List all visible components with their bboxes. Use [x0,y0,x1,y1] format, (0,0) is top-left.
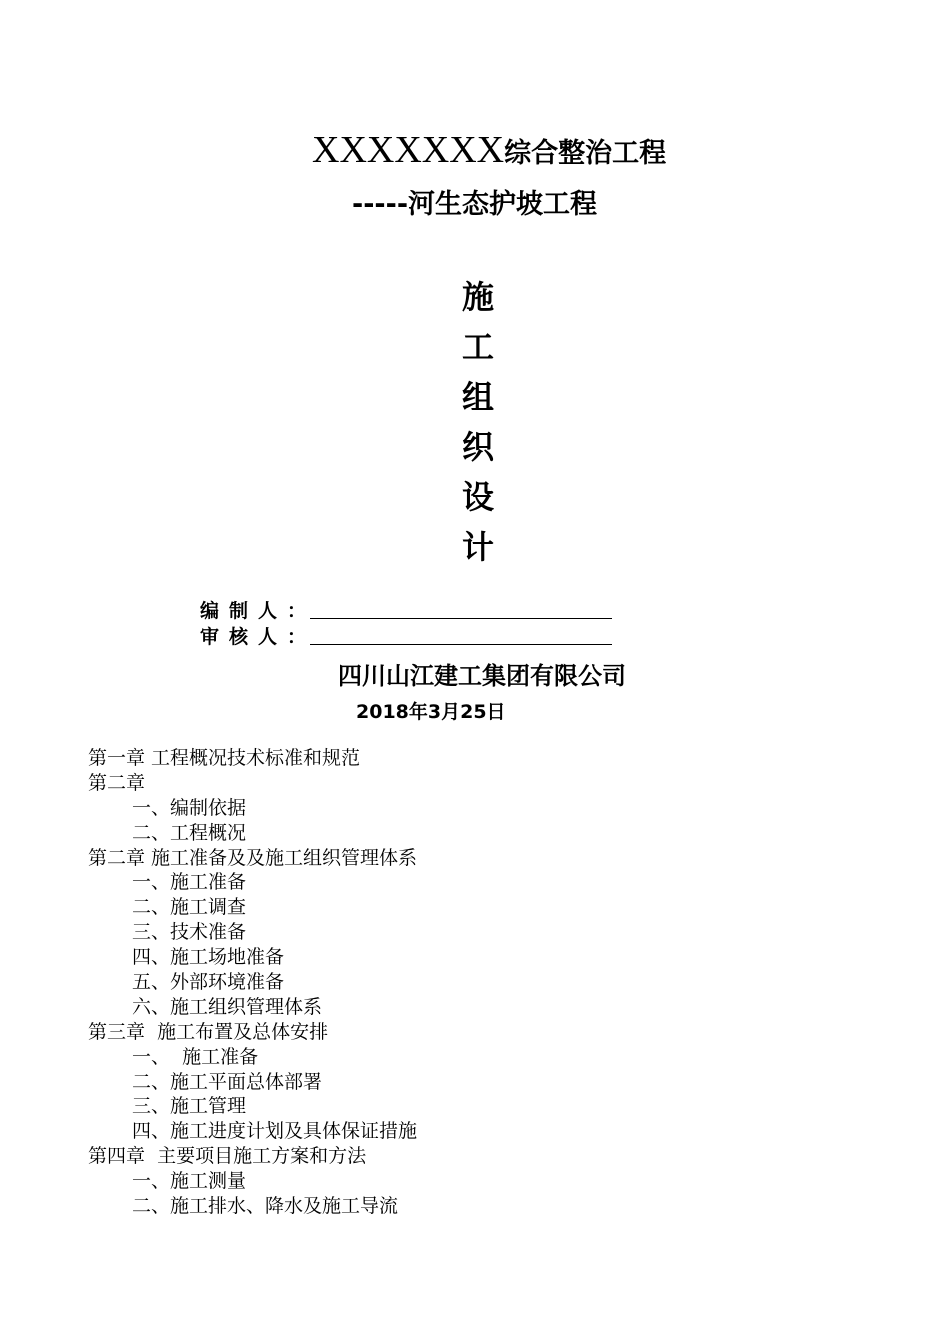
toc-section: 一、编制依据 [132,796,247,819]
reviewer-label: 审核人： [200,626,317,648]
toc-section: 二、施工平面总体部署 [132,1070,323,1093]
toc-section: 二、工程概况 [132,821,247,844]
title-text: 综合整治工程 [504,138,667,169]
document-subtitle: -----河生态护坡工程 [352,189,598,220]
vertical-title [456,272,500,572]
toc-section: 一、施工测量 [132,1170,247,1193]
toc-section: 一、 施工准备 [132,1045,259,1068]
toc-chapter: 第三章 施工布置及总体安排 [88,1020,329,1043]
vertical-title-char: 计 [461,528,494,566]
toc-section: 三、施工管理 [132,1095,247,1118]
toc-section: 一、施工准备 [132,871,247,894]
editor-signature-line [310,618,612,619]
toc-section: 六、施工组织管理体系 [132,995,323,1018]
vertical-title-char: 工 [461,328,494,366]
toc-chapter: 第一章 工程概况技术标准和规范 [88,747,361,769]
toc-chapter: 第四章 主要项目施工方案和方法 [88,1145,367,1168]
reviewer-signature-line [310,644,612,645]
vertical-title-char: 织 [461,428,494,466]
toc-section: 五、外部环境准备 [132,971,285,994]
editor-label: 编制人： [200,600,317,622]
toc-section: 四、施工场地准备 [132,946,285,969]
toc-chapter: 第二章 [88,771,146,794]
vertical-title-char: 设 [461,478,494,516]
toc-section: 三、技术准备 [132,921,247,944]
title-code: XXXXXXX [312,129,505,171]
toc-chapter: 第二章 施工准备及及施工组织管理体系 [88,846,418,869]
company-name: 四川山江建工集团有限公司 [338,662,626,690]
toc-section: 四、施工进度计划及具体保证措施 [132,1120,418,1143]
document-date: 2018年3月25日 [356,701,506,723]
document-title [312,128,732,172]
toc-section: 二、施工调查 [132,896,247,919]
reviewer-row [200,622,316,648]
editor-row [200,596,316,622]
table-of-contents [88,746,888,1219]
toc-section: 二、施工排水、降水及施工导流 [132,1195,399,1218]
vertical-title-char: 施 [461,278,494,316]
vertical-title-char: 组 [461,378,494,416]
